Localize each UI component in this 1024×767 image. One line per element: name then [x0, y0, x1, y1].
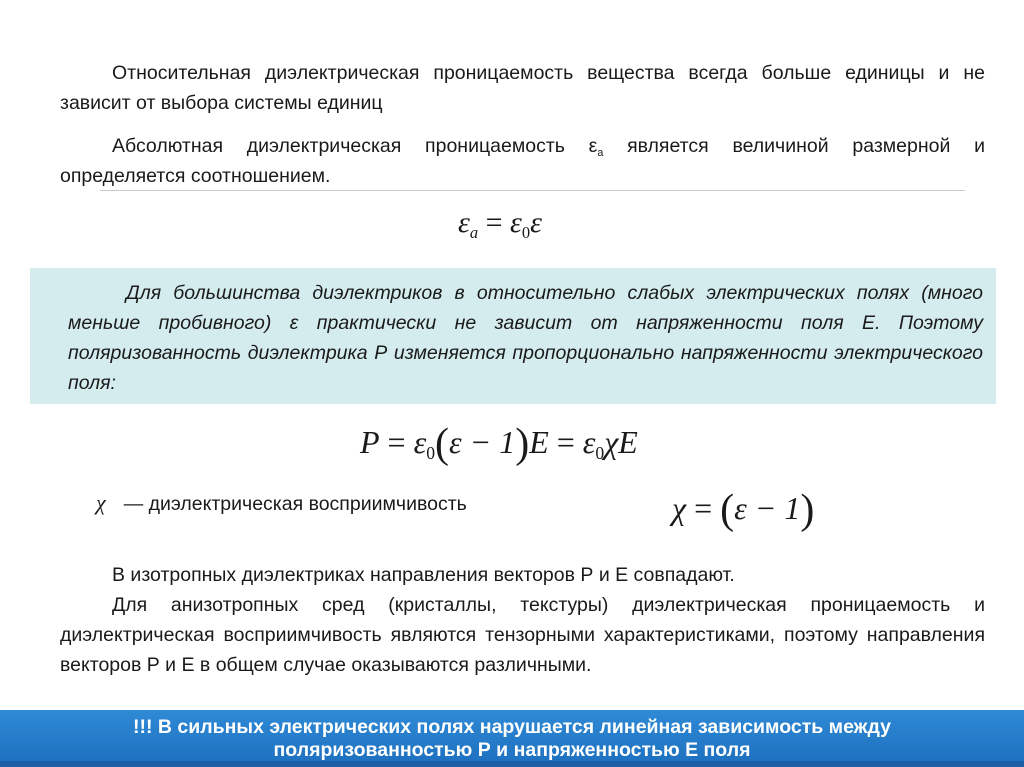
- formula1-lhs-sub: a: [469, 222, 479, 242]
- formula2-E: E: [529, 424, 549, 460]
- formula2-inner: ε − 1: [449, 424, 516, 460]
- paragraph-anisotropic: Для анизотропных сред (кристаллы, текстуры) диэлектрическая проницаемость и диэлектрическая восприимчивость являются тензорными характеристиками, поэтому направления векторов Р и Е в общем случае оказываются различными.: [60, 594, 985, 676]
- paragraph-absolute-text-end: является величиной размерной и определяется соотношением.: [60, 135, 985, 187]
- note-box: [30, 268, 996, 404]
- formula2-lparen: (: [435, 421, 449, 467]
- formula2-eq2: =: [548, 424, 583, 460]
- formula-polarization: [360, 421, 638, 467]
- formula2-P: P: [360, 424, 380, 460]
- formula2-chiE: χE: [604, 424, 638, 460]
- formula1-lhs: ε: [458, 206, 470, 239]
- formula1-equals: =: [478, 206, 510, 239]
- paragraph-absolute-text-start: Абсолютная диэлектрическая проницаемость ε: [112, 135, 598, 157]
- paragraph-relative-permittivity: Относительная диэлектрическая проницаемость вещества всегда больше единицы и не зависит от выбора системы единиц: [60, 62, 985, 114]
- formula1-eps0: ε: [510, 206, 522, 239]
- banner-stripe: [0, 761, 1024, 767]
- warning-banner-text: [0, 716, 1024, 762]
- chi-symbol: χ: [96, 490, 106, 515]
- formula-absolute-permittivity: [458, 206, 542, 240]
- formula3-chi: χ: [672, 490, 687, 526]
- formula3-rparen: ): [800, 487, 815, 533]
- divider-line: [100, 190, 965, 191]
- chi-definition-text: — диэлектрическая восприимчивость: [123, 493, 467, 515]
- formula2-eq1: =: [379, 424, 414, 460]
- banner-line-2: поляризованностью Р и напряженностью Е поля: [273, 739, 751, 761]
- formula3-lparen: (: [720, 487, 735, 533]
- formula1-eps: ε: [530, 206, 542, 239]
- note-text: Для большинства диэлектриков в относительно слабых электрических полях (много меньше пробивного) ε практически не зависит от напряженности поля Е. Поэтому поляризованность диэлектрика Р изменяется пропорционально напряженности электрического поля:: [68, 282, 983, 394]
- formula2-rparen: ): [515, 421, 530, 467]
- susceptibility-definition: [96, 490, 467, 516]
- formula2-sub0b: 0: [595, 443, 605, 464]
- formula2-eps0: ε: [413, 424, 427, 460]
- formula-susceptibility: [672, 487, 815, 533]
- formula1-eps0-sub: 0: [521, 222, 531, 242]
- paragraph-isotropic: В изотропных диэлектриках направления векторов Р и Е совпадают.: [112, 564, 735, 586]
- formula3-eq: =: [686, 490, 721, 526]
- formula2-eps0b: ε: [582, 424, 596, 460]
- warning-banner: [0, 710, 1024, 767]
- epsilon-a-subscript: а: [597, 146, 604, 159]
- banner-line-1: !!! В сильных электрических полях нарушается линейная зависимость между: [133, 716, 891, 738]
- paragraph-absolute-permittivity: [60, 131, 985, 191]
- formula3-inner: ε − 1: [734, 490, 801, 526]
- formula2-sub0: 0: [426, 443, 435, 464]
